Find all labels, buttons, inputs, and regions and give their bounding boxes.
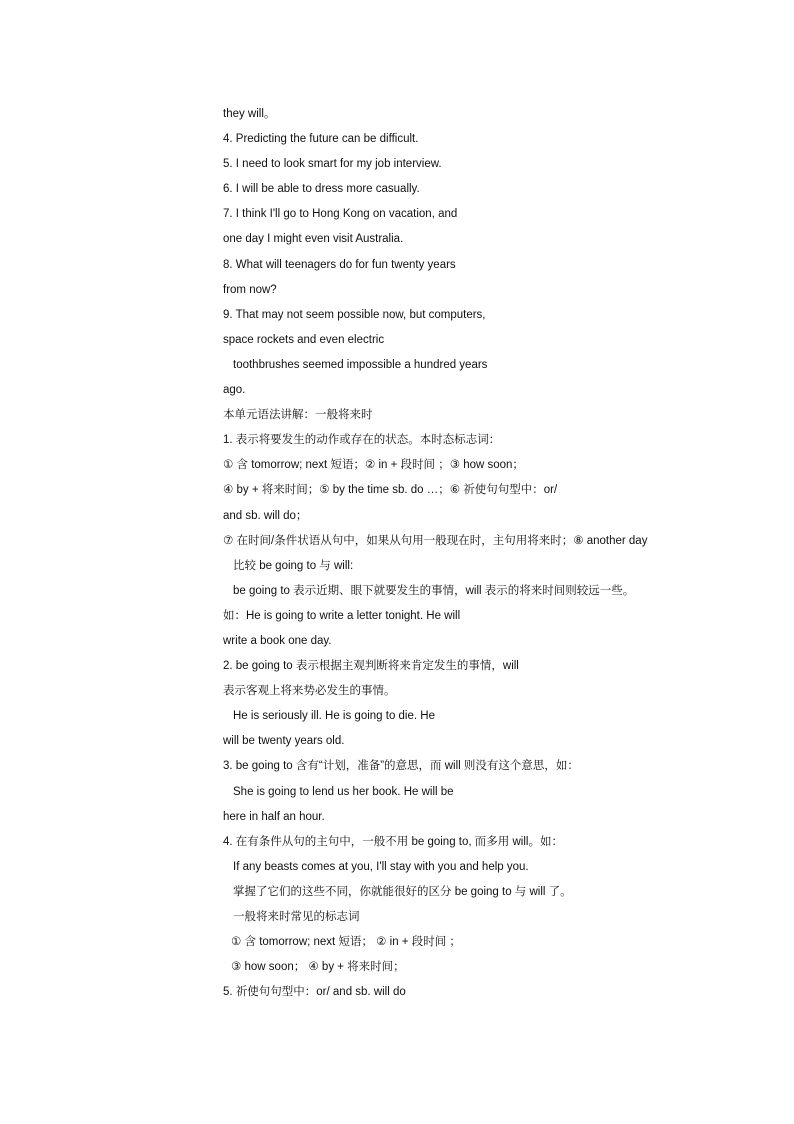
text-line: He is seriously ill. He is going to die. He bbox=[233, 710, 435, 723]
text-line: from now? bbox=[223, 283, 277, 296]
text-line: 4. 在有条件从句的主句中，一般不用 be going to, 而多用 will。如： bbox=[223, 835, 563, 848]
text-line: 掌握了它们的这些不同，你就能很好的区分 be going to 与 will 了。 bbox=[233, 885, 572, 898]
text-line: be going to 表示近期、眼下就要发生的事情，will 表示的将来时间则较远一些。 bbox=[233, 584, 635, 597]
text-line: ago. bbox=[223, 384, 246, 397]
text-line: 2. be going to 表示根据主观判断将来肯定发生的事情，will bbox=[223, 660, 519, 673]
text-line: they will。 bbox=[223, 108, 276, 120]
text-line: 9. That may not seem possible now, but computers, bbox=[223, 308, 486, 321]
text-line: ③ how soon； ④ by + 将来时间； bbox=[231, 961, 405, 974]
text-line: 4. Predicting the future can be difficult. bbox=[223, 133, 419, 146]
text-line: ④ by + 将来时间；⑤ by the time sb. do …；⑥ 祈使句句型中：or/ bbox=[223, 484, 558, 497]
text-line: write a book one day. bbox=[223, 634, 332, 647]
text-line: 3. be going to 含有“计划，准备”的意思，而 will 则没有这个意思，如： bbox=[223, 760, 579, 773]
text-line: here in half an hour. bbox=[223, 810, 325, 823]
text-line: 1. 表示将要发生的动作或存在的状态。本时态标志词： bbox=[223, 434, 501, 447]
text-line: 7. I think I'll go to Hong Kong on vacation, and bbox=[223, 208, 458, 221]
text-line: ⑦ 在时间/条件状语从句中，如果从句用一般现在时，主句用将来时；⑧ another day bbox=[223, 534, 648, 547]
text-line: 一般将来时常见的标志词 bbox=[233, 911, 360, 923]
text-line: toothbrushes seemed impossible a hundred years bbox=[233, 358, 488, 371]
text-line: 5. I need to look smart for my job interview. bbox=[223, 158, 442, 171]
text-line: 5. 祈使句句型中：or/ and sb. will do bbox=[223, 986, 406, 999]
text-line: 表示客观上将来势必发生的事情。 bbox=[223, 685, 396, 698]
text-line: will be twenty years old. bbox=[223, 735, 345, 748]
text-line: 如：He is going to write a letter tonight. He will bbox=[223, 609, 461, 622]
text-line: and sb. will do； bbox=[223, 509, 308, 522]
text-line: 比较 be going to 与 will: bbox=[233, 559, 354, 572]
text-line: one day I might even visit Australia. bbox=[223, 233, 404, 246]
text-line: ① 含 tomorrow; next 短语； ② in + 段时间 ； bbox=[231, 936, 461, 949]
text-line: 8. What will teenagers do for fun twenty years bbox=[223, 258, 456, 271]
text-line: 本单元语法讲解：一般将来时 bbox=[223, 409, 373, 422]
text-line: ① 含 tomorrow; next 短语；② in + 段时间 ；③ how soon； bbox=[223, 459, 524, 472]
document-body bbox=[223, 104, 743, 1007]
text-line: If any beasts comes at you, I'll stay with you and help you. bbox=[233, 860, 529, 873]
text-line: space rockets and even electric bbox=[223, 333, 385, 346]
text-line: 6. I will be able to dress more casually. bbox=[223, 183, 420, 196]
text-line: She is going to lend us her book. He will be bbox=[233, 785, 454, 798]
